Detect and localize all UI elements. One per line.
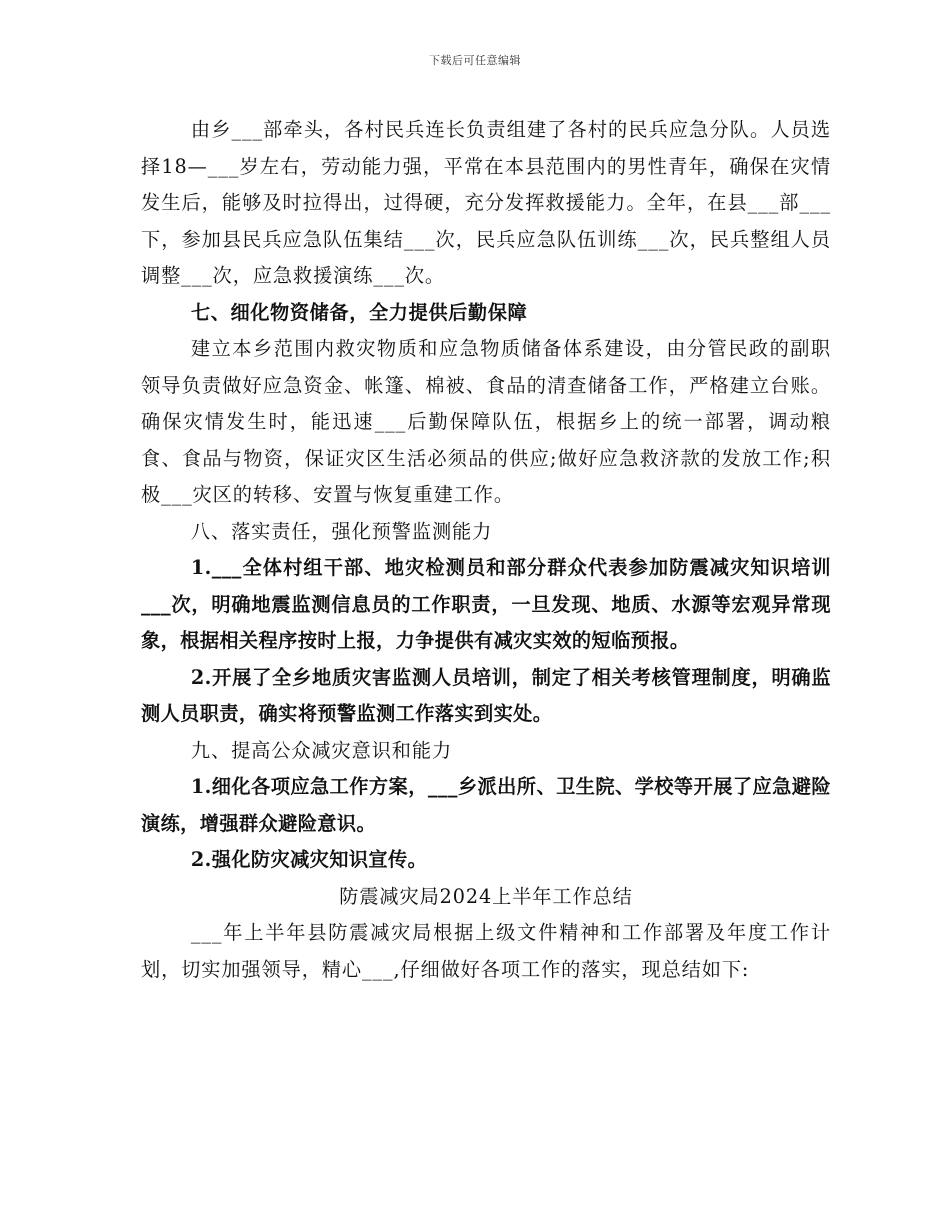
section-heading-8: 八、落实责任，强化预警监测能力 (190, 519, 493, 543)
paragraph-publicity: 2.强化防灾减灾知识宣传。 (190, 848, 428, 871)
section-heading-7: 七、细化物资储备，全力提供后勤保障 (190, 300, 528, 324)
paragraph-militia: 由乡___部牵头，各村民兵连长负责组建了各村的民兵应急分队。人员选择18—___岁左右，劳动能力强，平常在本县范围内的男性青年，确保在灾情发生后，能够及时拉得出，过得硬，充分发挥救援能力。全年，在县___部___下，参加县民兵应急队伍集结___次，民兵应急队伍训练___次，民兵整组人员调整___次，应急救援演练___次。 (141, 118, 831, 287)
paragraph-intro: ___年上半年县防震减灾局根据上级文件精神和工作部署及年度工作计划，切实加强领导，精心___,仔细做好各项工作的落实，现总结如下: (141, 921, 831, 981)
section-heading-9: 九、提高公众减灾意识和能力 (190, 738, 453, 762)
page-header: 下载后可任意编辑 (429, 54, 521, 67)
document-title: 防震减灾局2024上半年工作总结 (339, 884, 633, 908)
paragraph-monitoring: 2.开展了全乡地质灾害监测人员培训，制定了相关考核管理制度，明确监测人员职责，确实将预警监测工作落实到实处。 (141, 665, 831, 725)
document-body (141, 112, 831, 988)
paragraph-drills: 1.细化各项应急工作方案，___乡派出所、卫生院、学校等开展了应急避险演练，增强群众避险意识。 (141, 775, 831, 835)
paragraph-training: 1.___全体村组干部、地灾检测员和部分群众代表参加防震减灾知识培训___次，明确地震监测信息员的工作职责，一旦发现、地质、水源等宏观异常现象，根据相关程序按时上报，力争提供有减灾实效的短临预报。 (141, 556, 831, 652)
paragraph-supplies: 建立本乡范围内救灾物质和应急物质储备体系建设，由分管民政的副职领导负责做好应急资金、帐篷、棉被、食品的清查储备工作，严格建立台账。确保灾情发生时，能迅速___后勤保障队伍，根据乡上的统一部署，调动粮食、食品与物资，保证灾区生活必须品的供应;做好应急救济款的发放工作;积极___灾区的转移、安置与恢复重建工作。 (141, 337, 831, 506)
